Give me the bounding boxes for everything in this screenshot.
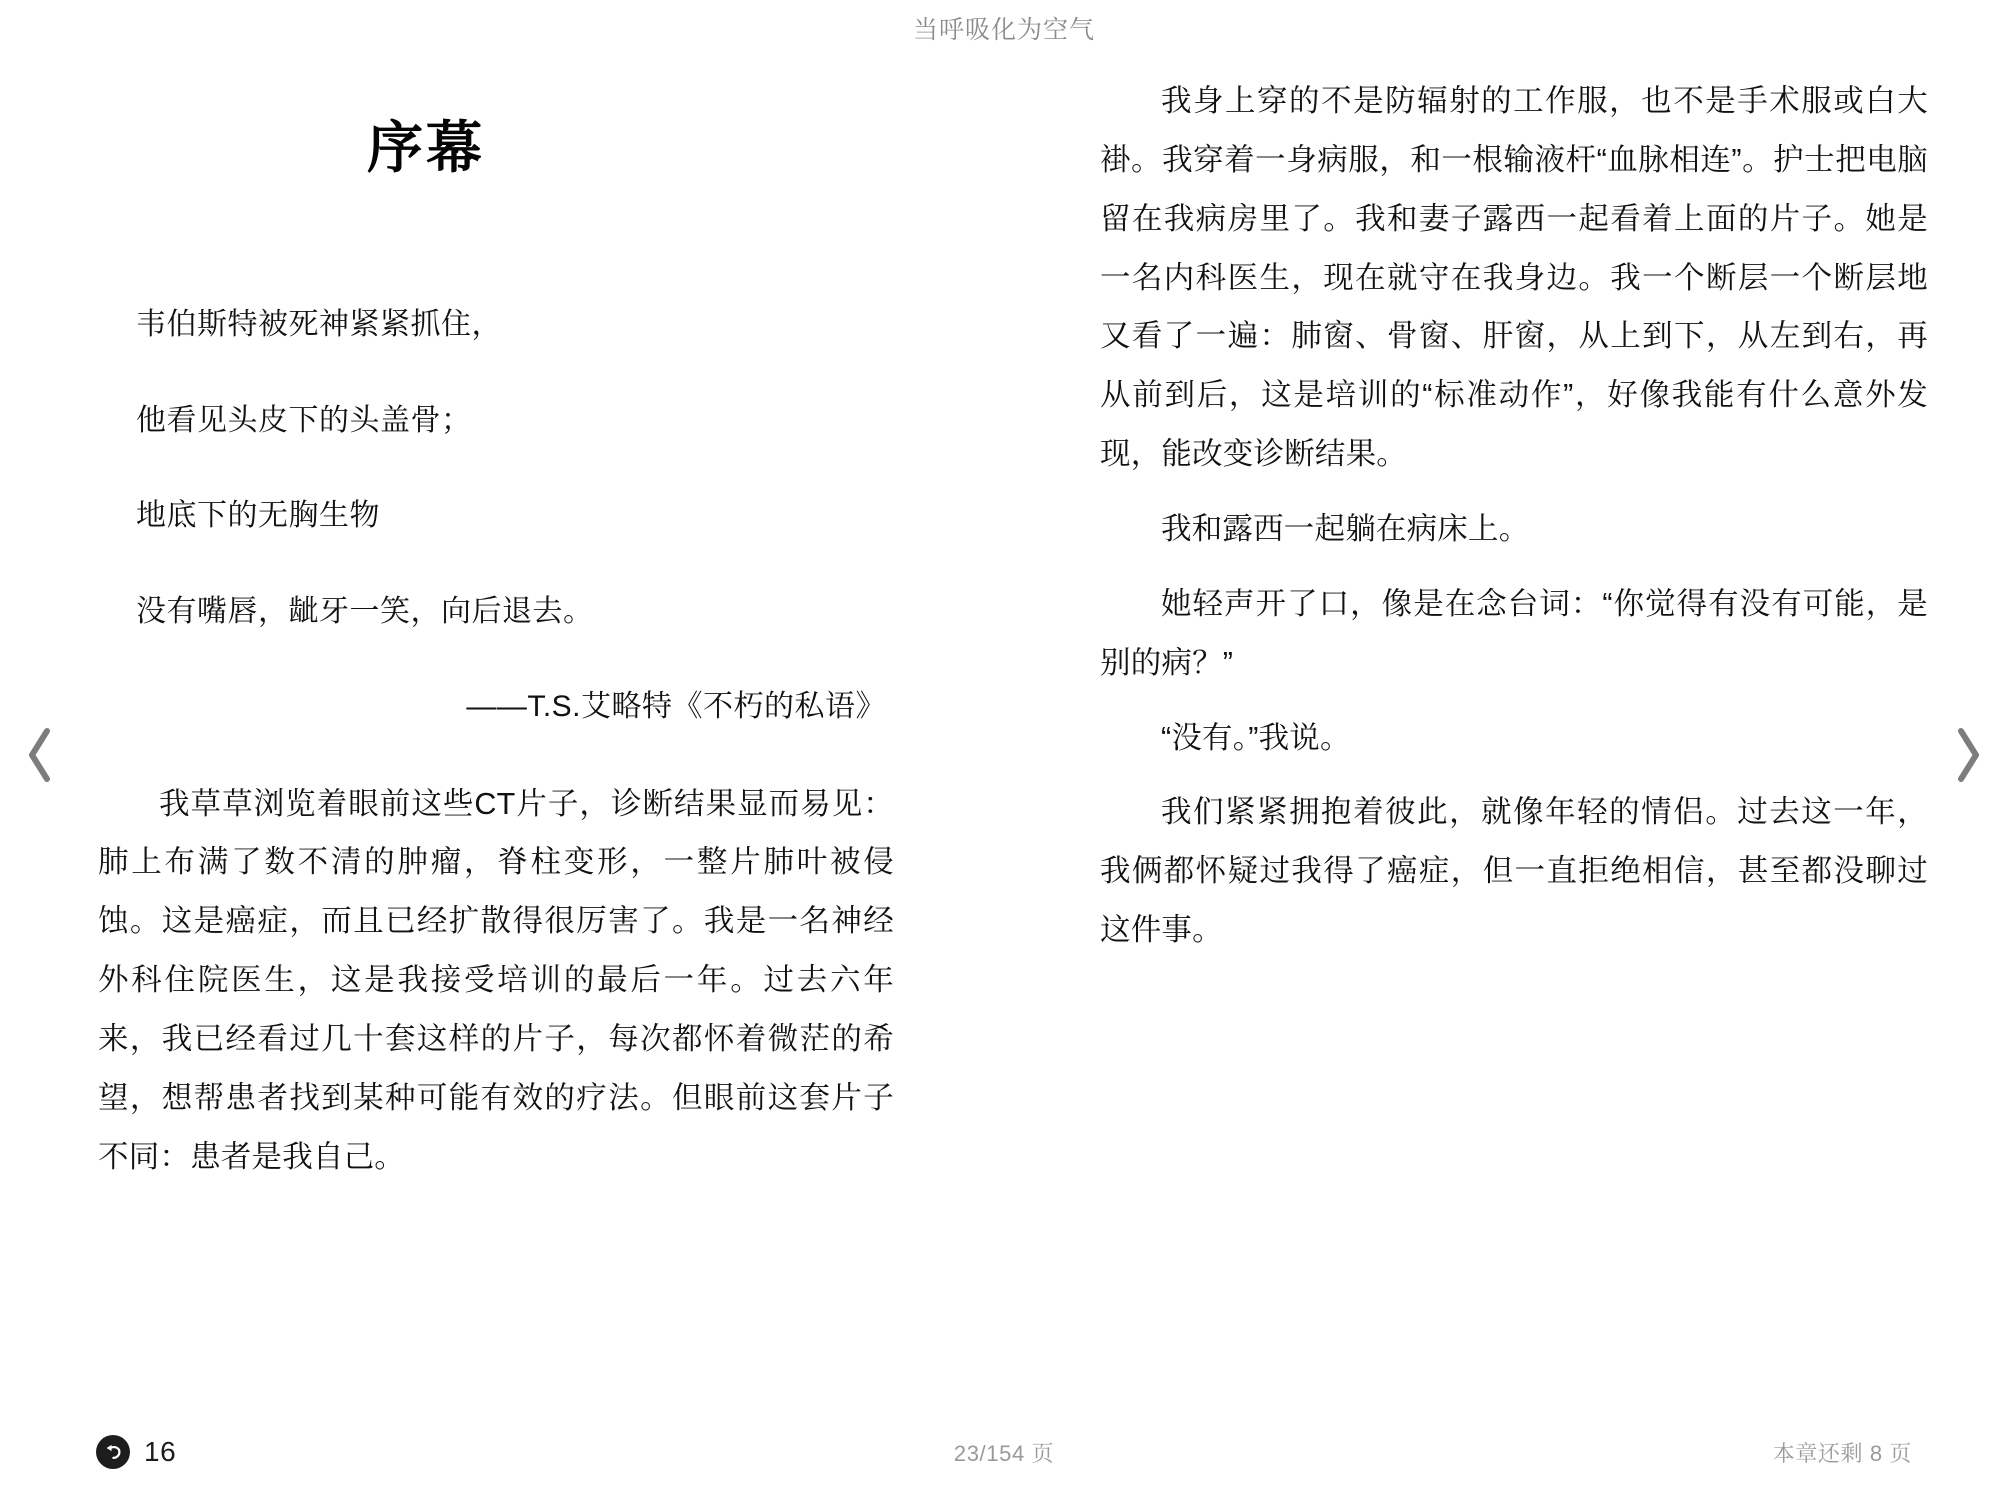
chapter-title: 序幕: [367, 116, 485, 179]
reader-header: [0, 0, 2008, 56]
poem-line: 地底下的无胸生物: [136, 499, 380, 532]
book-title: 当呼吸化为空气: [912, 16, 1095, 44]
poem-line: 他看见头皮下的头盖骨；: [136, 403, 472, 437]
poem-line: 韦伯斯特被死神紧紧抓住，: [136, 308, 502, 341]
page-progress-wrapper: [0, 1437, 2008, 1468]
left-column: [0, 56, 1004, 1416]
poem-line: 没有嘴唇，龇牙一笑，向后退去。: [136, 594, 594, 628]
body-paragraph: 我和露西一起躺在病床上。: [1161, 512, 1530, 547]
body-paragraph: 我草草浏览着眼前这些CT片子，诊断结果显而易见：肺上布满了数不清的肿瘤，脊柱变形，一整片肺叶被侵蚀。这是癌症，而且已经扩散得很厉害了。我是一名神经外科住院医生，这是我接受培训的最后一年。过去六年来，我已经看过几十套这样的片子，每次都怀着微茫的希望，想帮患者找到某种可能有效的疗法。但眼前这套片子不同：患者是我自己。: [98, 786, 894, 1174]
body-paragraph: 她轻声开了口，像是在念台词：“你觉得有没有可能，是别的病？”: [1100, 586, 1928, 680]
page-spread: [0, 56, 2008, 1416]
back-page-number: 16: [144, 1436, 177, 1467]
status-bar: [0, 1416, 2008, 1488]
chapter-remaining: 本章还剩 8 页: [1772, 1440, 1912, 1466]
body-paragraph: 我们紧紧拥抱着彼此，就像年轻的情侣。过去这一年，我俩都怀疑过我得了癌症，但一直拒绝相信，甚至都没聊过这件事。: [1100, 795, 1928, 948]
poem-block: [98, 302, 894, 731]
body-paragraph: “没有。”我说。: [1161, 720, 1351, 755]
body-paragraph: 我身上穿的不是防辐射的工作服，也不是手术服或白大褂。我穿着一身病服，和一根输液杆“血脉相连”。护士把电脑留在我病房里了。我和妻子露西一起看着上面的片子。她是一名内科医生，现在就守在我身边。我一个断层一个断层地又看了一遍：肺窗、骨窗、肝窗，从上到下，从左到右，再从前到后，这是培训的“标准动作”，好像我能有什么意外发现，能改变诊断结果。: [1100, 84, 1928, 472]
page-progress: 23/154 页: [953, 1440, 1055, 1466]
back-position-control[interactable]: [96, 1435, 176, 1469]
right-column: [1004, 56, 2008, 1416]
poem-attribution: ——T.S.艾略特《不朽的私语》: [466, 690, 886, 723]
back-arrow-icon[interactable]: [96, 1435, 130, 1469]
